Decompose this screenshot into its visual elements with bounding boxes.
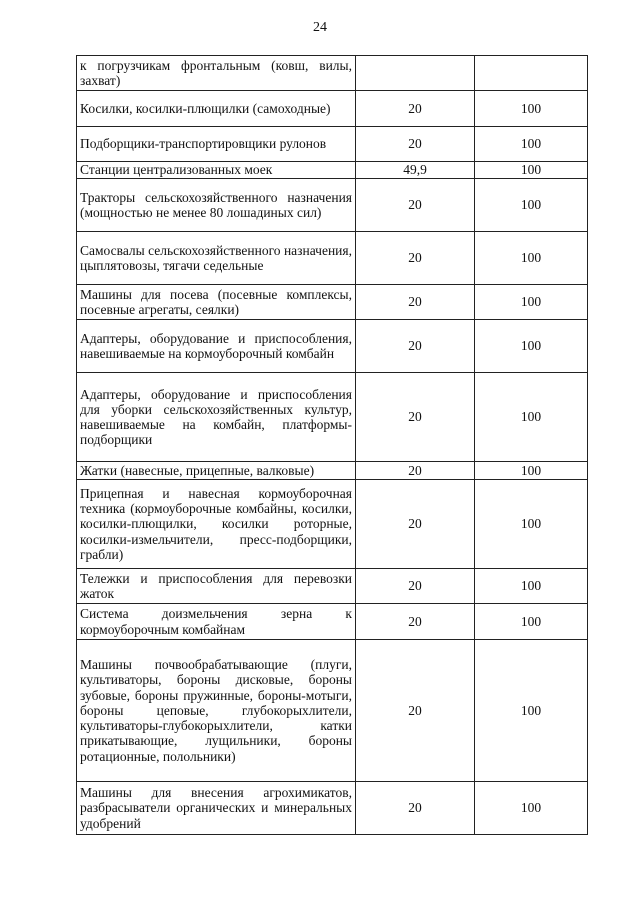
table-row bbox=[77, 640, 588, 782]
max-cell: 100 bbox=[475, 782, 588, 835]
max-cell: 100 bbox=[475, 480, 588, 569]
max-cell: 100 bbox=[475, 232, 588, 285]
rate-cell: 20 bbox=[356, 640, 475, 782]
max-cell: 100 bbox=[475, 285, 588, 320]
table-row bbox=[77, 232, 588, 285]
table-row bbox=[77, 56, 588, 91]
max-cell: 100 bbox=[475, 127, 588, 162]
rate-cell bbox=[356, 56, 475, 91]
table-row bbox=[77, 320, 588, 373]
equipment-name-cell: Машины для посева (посевные комплексы, посевные агрегаты, сеялки) bbox=[77, 285, 356, 320]
max-cell bbox=[475, 56, 588, 91]
rate-cell: 20 bbox=[356, 462, 475, 480]
equipment-name-cell: Подборщики-транспортировщики рулонов bbox=[77, 127, 356, 162]
rate-cell: 49,9 bbox=[356, 162, 475, 179]
rate-cell: 20 bbox=[356, 604, 475, 640]
max-cell: 100 bbox=[475, 604, 588, 640]
rate-cell: 20 bbox=[356, 782, 475, 835]
max-cell: 100 bbox=[475, 462, 588, 480]
rate-cell: 20 bbox=[356, 569, 475, 604]
table-row bbox=[77, 604, 588, 640]
equipment-name-cell: Косилки, косилки-плющилки (самоходные) bbox=[77, 91, 356, 127]
max-cell: 100 bbox=[475, 320, 588, 373]
equipment-name-cell: Адаптеры, оборудование и приспособления для уборки сельскохозяйственных культур, навешиваемые на комбайн, платформы-подборщики bbox=[77, 373, 356, 462]
table-row bbox=[77, 162, 588, 179]
max-cell: 100 bbox=[475, 162, 588, 179]
table-row bbox=[77, 782, 588, 835]
rate-cell: 20 bbox=[356, 480, 475, 569]
table-row bbox=[77, 285, 588, 320]
equipment-name-cell: Тележки и приспособления для перевозки жаток bbox=[77, 569, 356, 604]
table-row bbox=[77, 569, 588, 604]
equipment-name-cell: Самосвалы сельскохозяйственного назначения, цыплятовозы, тягачи седельные bbox=[77, 232, 356, 285]
equipment-name-cell: Машины почвообрабатывающие (плуги, культиваторы, бороны дисковые, бороны зубовые, бороны пружинные, бороны-мотыги, бороны цеповые, глубокорыхлители, культиваторы-глубокорыхлители, катки прикатывающие, лущильники, бороны ротационные, полольники) bbox=[77, 640, 356, 782]
equipment-name-cell: Станции централизованных моек bbox=[77, 162, 356, 179]
equipment-name-cell: Адаптеры, оборудование и приспособления, навешиваемые на кормоуборочный комбайн bbox=[77, 320, 356, 373]
equipment-name-cell: Тракторы сельскохозяйственного назначения (мощностью не менее 80 лошадиных сил) bbox=[77, 179, 356, 232]
max-cell: 100 bbox=[475, 373, 588, 462]
max-cell: 100 bbox=[475, 91, 588, 127]
equipment-table-body bbox=[77, 56, 588, 835]
table-row bbox=[77, 480, 588, 569]
equipment-name-cell: Система доизмельчения зерна к кормоуборочным комбайнам bbox=[77, 604, 356, 640]
rate-cell: 20 bbox=[356, 179, 475, 232]
equipment-table bbox=[76, 55, 588, 835]
rate-cell: 20 bbox=[356, 320, 475, 373]
equipment-name-cell: Жатки (навесные, прицепные, валковые) bbox=[77, 462, 356, 480]
equipment-name-cell: к погрузчикам фронтальным (ковш, вилы, захват) bbox=[77, 56, 356, 91]
table-row bbox=[77, 127, 588, 162]
equipment-name-cell: Машины для внесения агрохимикатов, разбрасыватели органических и минеральных удобрений bbox=[77, 782, 356, 835]
rate-cell: 20 bbox=[356, 127, 475, 162]
max-cell: 100 bbox=[475, 569, 588, 604]
table-row bbox=[77, 462, 588, 480]
page-number: 24 bbox=[313, 20, 327, 35]
rate-cell: 20 bbox=[356, 91, 475, 127]
max-cell: 100 bbox=[475, 179, 588, 232]
table-row bbox=[77, 179, 588, 232]
rate-cell: 20 bbox=[356, 373, 475, 462]
equipment-name-cell: Прицепная и навесная кормоуборочная техника (кормоуборочные комбайны, косилки, косилки-плющилки, косилки роторные, косилки-измельчители, пресс-подборщики, грабли) bbox=[77, 480, 356, 569]
rate-cell: 20 bbox=[356, 232, 475, 285]
rate-cell: 20 bbox=[356, 285, 475, 320]
table-row bbox=[77, 91, 588, 127]
table-row bbox=[77, 373, 588, 462]
max-cell: 100 bbox=[475, 640, 588, 782]
